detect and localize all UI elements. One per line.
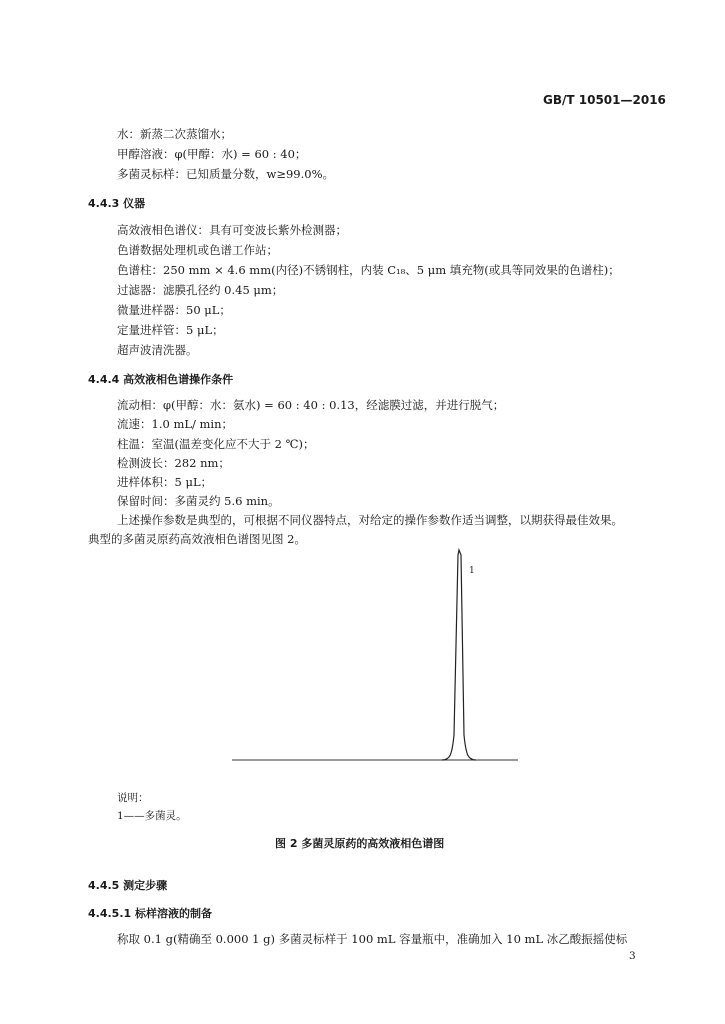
reagent-methanol-solution: 甲醇溶液：φ(甲醇：水) = 60 : 40；: [117, 147, 307, 161]
reagent-reference-standard: 多菌灵标样：已知质量分数，w≥99.0%。: [117, 167, 335, 181]
instrument-item: 微量进样器：50 μL；: [117, 303, 231, 317]
instrument-item: 定量进样管：5 μL；: [117, 323, 224, 337]
reagent-water: 水：新蒸二次蒸馏水；: [117, 127, 232, 141]
condition-item: 流动相：φ(甲醇：水：氨水) = 60 : 40 : 0.13，经滤膜过滤，并进行脱气；: [117, 398, 505, 412]
chromatogram: [230, 545, 520, 770]
standard-number: GB/T 10501—2016: [543, 93, 666, 107]
condition-item: 流速：1.0 mL/ min；: [117, 417, 234, 431]
legend-title: 说明：: [117, 792, 149, 804]
condition-item: 进样体积：5 μL；: [117, 475, 213, 489]
chromatogram-peak: [442, 550, 476, 760]
section-heading-444: 4.4.4 高效液相色谱操作条件: [88, 373, 234, 386]
page-number: 3: [629, 950, 636, 962]
instrument-item: 色谱柱：250 mm × 4.6 mm(内径)不锈钢柱，内装 C₁₈、5 μm 填充物(或具等同效果的色谱柱)；: [117, 263, 620, 277]
instrument-item: 色谱数据处理机或色谱工作站；: [117, 243, 278, 257]
condition-item: 检测波长：282 nm；: [117, 456, 230, 470]
instrument-item: 高效液相色谱仪：具有可变波长紫外检测器；: [117, 223, 347, 237]
legend-item: 1——多菌灵。: [117, 810, 187, 822]
instrument-item: 超声波清洗器。: [117, 343, 198, 357]
figure-caption: 图 2 多菌灵原药的高效液相色谱图: [275, 837, 445, 850]
procedure-text: 称取 0.1 g(精确至 0.000 1 g) 多菌灵标样于 100 mL 容量瓶中，准确加入 10 mL 冰乙酸振摇使标: [117, 932, 628, 946]
condition-item: 柱温：室温(温差变化应不大于 2 ℃)；: [117, 437, 315, 451]
peak-label: 1: [469, 566, 475, 576]
paragraph-line: 典型的多菌灵原药高效液相色谱图见图 2。: [88, 532, 306, 546]
paragraph-line: 上述操作参数是典型的，可根据不同仪器特点，对给定的操作参数作适当调整，以期获得最佳效果。: [117, 513, 623, 527]
section-heading-445: 4.4.5 测定步骤: [88, 879, 168, 892]
section-heading-443: 4.4.3 仪器: [88, 197, 146, 210]
instrument-item: 过滤器：滤膜孔径约 0.45 μm；: [117, 283, 284, 297]
section-heading-4451: 4.4.5.1 标样溶液的制备: [88, 907, 212, 920]
condition-item: 保留时间：多菌灵约 5.6 min。: [117, 494, 280, 508]
